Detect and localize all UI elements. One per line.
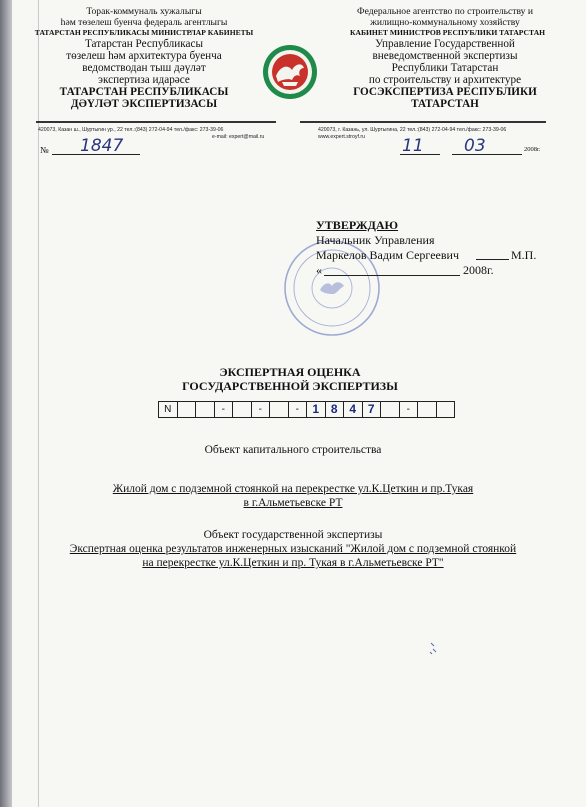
header-left-line1: Торак-коммуналь хужалыгы [86,6,202,17]
header-right-line8: ГОСЭКСПЕРТИЗА РЕСПУБЛИКИ [353,86,537,98]
number-grid-cell: - [252,402,271,417]
header-left-line7: экспертиза идарәсе [98,74,190,86]
approval-date-prefix: « [316,263,322,277]
doc-day-handwritten: 11 [402,136,424,156]
number-grid-cell: N [159,402,178,417]
capital-object-label: Объект капитального строительства [204,444,382,456]
approval-date-suffix: 2008г. [463,263,494,277]
header-left-email: e-mail: expert@mail.ru [212,134,265,140]
state-expertise-name-line1: Экспертная оценка результатов инженерных изысканий "Жилой дом с подземной стоянкой [69,543,517,555]
header-right-line3: КАБИНЕТ МИНИСТРОВ РЕСПУБЛИКИ ТАТАРСТАН [350,28,546,37]
number-grid-cell [178,402,197,417]
header-left-line8: ТАТАРСТАН РЕСПУБЛИКАСЫ [59,86,229,98]
approval-mp: М.П. [511,248,537,262]
number-grid-cell [196,402,215,417]
header-left-line5: төзелеш hәм архитектура буенча [66,50,222,62]
header-left-line6: ведомстводан тыш дәүләт [82,62,206,74]
number-grid-cell: - [289,402,308,417]
doc-month-line [452,154,522,155]
number-grid-cell [270,402,289,417]
number-grid-cell [233,402,252,417]
number-grid-cell: - [400,402,419,417]
header-left-line4: Татарстан Республикасы [85,38,203,50]
approval-position: Начальник Управления [316,233,435,247]
approval-name: Маркелов Вадим Сергеевич [316,248,459,262]
header-left-rule [36,121,276,123]
header-left-line2: hәм төзелеш буенча федераль агентлыгы [60,17,228,28]
doc-year-suffix: 2008г. [524,146,541,153]
header-left-line3: ТАТАРСТАН РЕСПУБЛИКАСЫ МИНИСТРЛАР КАБИНЕТЫ [34,28,254,37]
header-right-address: 420073, г. Казань, ул. Шуртыгина, 22 тел.:(843) 272-04-94 тел./факс: 273-39-06 [318,127,507,133]
header-left-address: 420073, Казан ш., Шуртыгин ур., 22 тел.:(843) 272-04-94 тел./факс: 273-39-06 [38,127,224,133]
header-right-line7: по строительству и архитектуре [368,74,522,86]
expertise-number-grid [158,401,455,418]
header-right-line9: ТАТАРСТАН [411,98,479,110]
state-expertise-name-line2: на перекрестке ул.К.Цеткин и пр. Тукая в г.Альметьевске РТ" [142,557,444,569]
number-grid-cell: 4 [344,402,363,417]
header-right-rule [300,121,546,123]
number-grid-cell: 1 [307,402,326,417]
header-right-website: www.expert.stroyf.ru [318,134,365,140]
approval-title: УТВЕРЖДАЮ [316,218,399,232]
ink-mark-icon [428,640,440,656]
number-grid-cell: - [215,402,234,417]
number-grid-cell [437,402,455,417]
capital-object-name-line2: в г.Альметьевске РТ [243,497,343,509]
number-grid-cell [381,402,400,417]
approval-signature-line [476,259,509,260]
approval-date-line [324,275,460,276]
doc-number-handwritten: 1847 [80,136,124,156]
number-grid-cell: 8 [326,402,345,417]
capital-object-name-line1: Жилой дом с подземной стоянкой на перекрестке ул.К.Цеткин и пр.Тукая [112,483,474,495]
header-left-line9: ДӘҮЛӘТ ЭКСПЕРТИЗАСЫ [70,98,218,110]
header-right-line6: Республики Татарстан [391,62,499,74]
header-right-line1: Федеральное агентство по строительству и [357,6,533,17]
main-title-line1: ЭКСПЕРТНАЯ ОЦЕНКА [219,365,361,379]
number-grid-cell: 7 [363,402,382,417]
tatarstan-emblem-icon [262,44,318,100]
header-right-line5: вневедомственной экспертизы [372,50,518,62]
number-grid-cell [418,402,437,417]
header-right-line2: жилищно-коммунальному хозяйству [370,17,520,28]
doc-number-prefix: № [40,145,49,155]
main-title-line2: ГОСУДАРСТВЕННОЙ ЭКСПЕРТИЗЫ [182,379,398,393]
header-right-line4: Управление Государственной [375,38,515,50]
doc-month-handwritten: 03 [464,136,486,156]
state-expertise-label: Объект государственной экспертизы [203,529,383,541]
